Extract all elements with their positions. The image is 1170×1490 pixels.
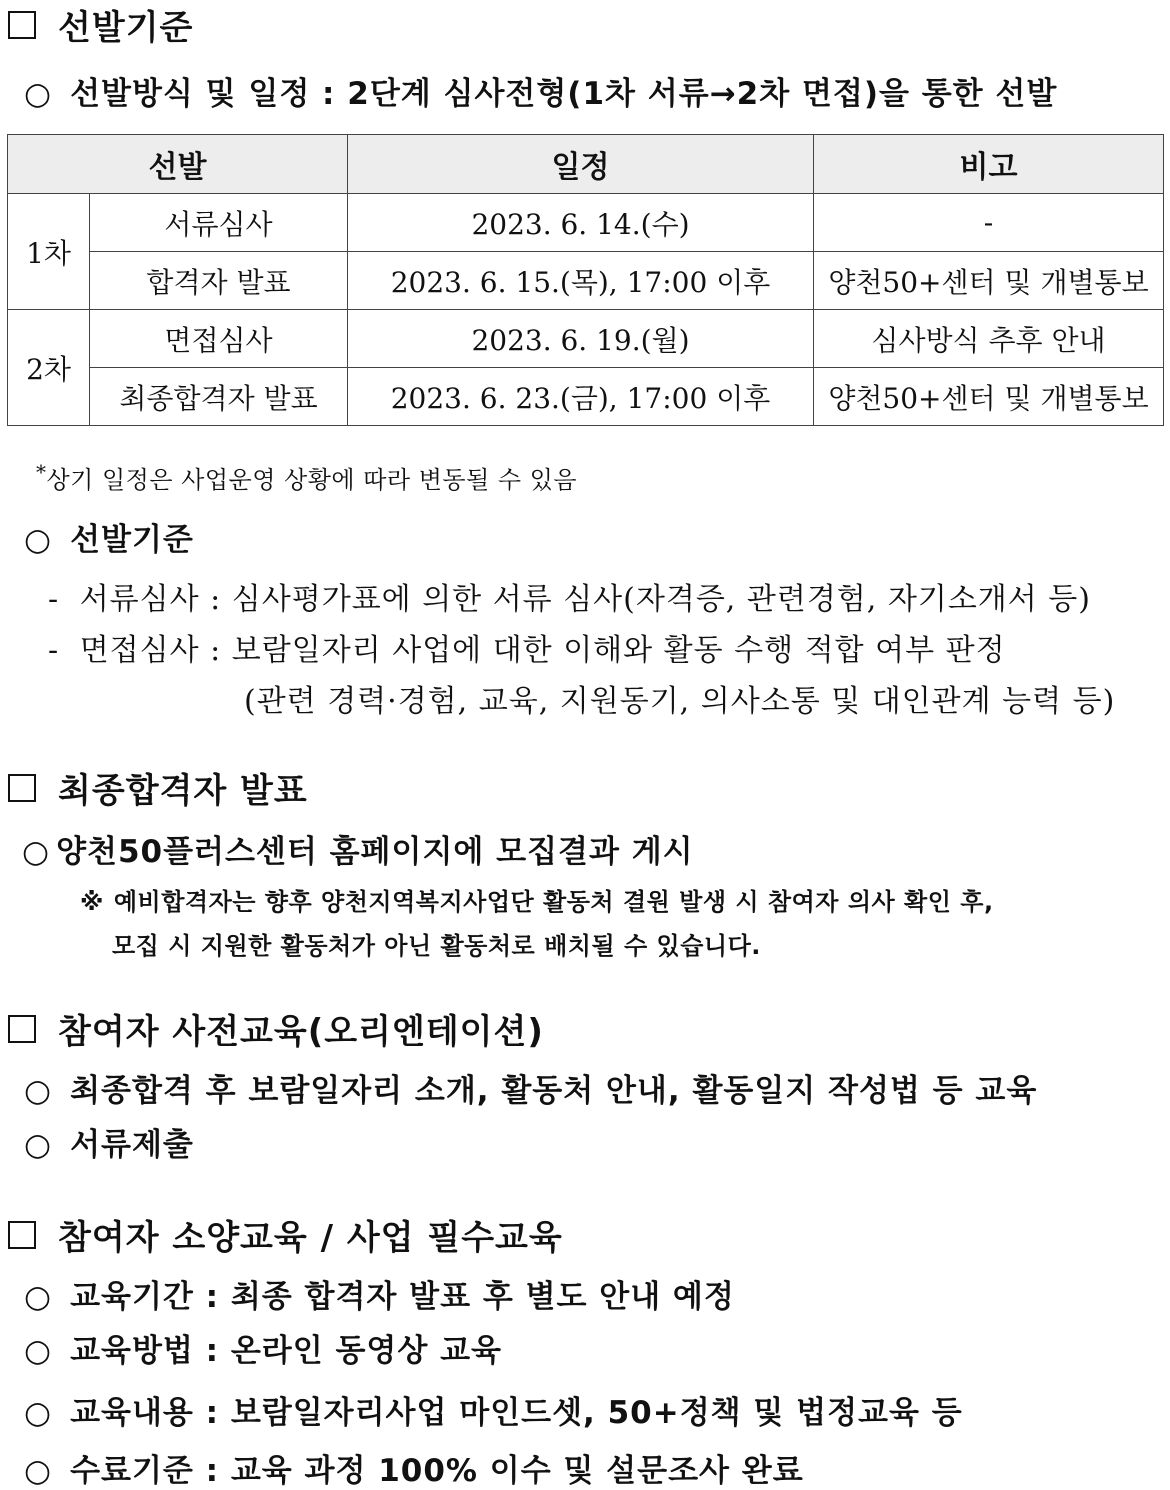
schedule-footnote xyxy=(36,460,577,495)
item-cell: 최종합격자 발표 xyxy=(90,368,348,426)
checkbox-square-icon xyxy=(8,11,36,39)
stage-cell: 2차 xyxy=(8,310,90,426)
education-item xyxy=(24,1325,502,1370)
header-selection: 선발 xyxy=(8,135,348,194)
circle-bullet-icon: ○ xyxy=(24,1127,53,1163)
selection-method-text: 선발방식 및 일정 : 2단계 심사전형(1차 서류→2차 면접)을 통한 선발 xyxy=(70,76,1058,112)
note-cell: 양천50+센터 및 개별통보 xyxy=(814,252,1164,310)
criteria-interview-text: 면접심사 : 보람일자리 사업에 대한 이해와 활동 수행 적합 여부 판정 xyxy=(79,633,1006,668)
stage-cell: 1차 xyxy=(8,194,90,310)
reserve-note-line2: 모집 시 지원한 활동처가 아닌 활동처로 배치될 수 있습니다. xyxy=(112,932,761,960)
date-cell: 2023. 6. 23.(금), 17:00 이후 xyxy=(348,368,814,426)
table-row xyxy=(8,194,1164,252)
education-item xyxy=(24,1271,735,1316)
table-row xyxy=(8,368,1164,426)
section-heading-selection-criteria xyxy=(8,0,193,49)
orientation-text: 서류제출 xyxy=(70,1127,194,1163)
criteria-doc-line xyxy=(48,574,1091,618)
section-heading-orientation xyxy=(8,1004,544,1053)
section-title: 선발기준 xyxy=(58,8,194,48)
footnote-text: 상기 일정은 사업운영 상황에 따라 변동될 수 있음 xyxy=(46,466,578,494)
section-heading-education xyxy=(8,1210,563,1259)
section-heading-final-announcement xyxy=(8,763,308,812)
criteria-subheading xyxy=(24,514,194,559)
dash-bullet: - xyxy=(48,633,60,668)
date-cell: 2023. 6. 14.(수) xyxy=(348,194,814,252)
item-cell: 서류심사 xyxy=(90,194,348,252)
item-cell: 면접심사 xyxy=(90,310,348,368)
criteria-interview-cont: (관련 경력·경험, 교육, 지원동기, 의사소통 및 대인관계 능력 등) xyxy=(244,684,1116,719)
reference-mark-icon: ※ xyxy=(80,888,104,916)
selection-schedule-table xyxy=(7,134,1164,426)
reserve-note-line1 xyxy=(80,882,994,917)
criteria-title: 선발기준 xyxy=(70,522,194,558)
education-text: 수료기준 : 교육 과정 100% 이수 및 설문조사 완료 xyxy=(70,1453,804,1489)
note-cell: 심사방식 추후 안내 xyxy=(814,310,1164,368)
circle-bullet-icon: ○ xyxy=(24,1395,53,1431)
checkbox-square-icon xyxy=(8,774,36,802)
checkbox-square-icon xyxy=(8,1015,36,1043)
header-schedule: 일정 xyxy=(348,135,814,194)
note-cell: 양천50+센터 및 개별통보 xyxy=(814,368,1164,426)
table-header-row xyxy=(8,135,1164,194)
circle-bullet-icon: ○ xyxy=(24,1279,53,1315)
orientation-text: 최종합격 후 보람일자리 소개, 활동처 안내, 활동일지 작성법 등 교육 xyxy=(70,1073,1038,1109)
circle-bullet-icon: ○ xyxy=(24,1333,53,1369)
circle-bullet-icon: ○ xyxy=(22,834,51,870)
date-cell: 2023. 6. 15.(목), 17:00 이후 xyxy=(348,252,814,310)
asterisk-mark: * xyxy=(36,460,47,484)
reserve-note-text1: 예비합격자는 향후 양천지역복지사업단 활동처 결원 발생 시 참여자 의사 확인 후, xyxy=(113,888,994,916)
education-item xyxy=(24,1387,963,1432)
date-cell: 2023. 6. 19.(월) xyxy=(348,310,814,368)
note-cell: - xyxy=(814,194,1164,252)
item-cell: 합격자 발표 xyxy=(90,252,348,310)
education-item xyxy=(24,1445,804,1490)
criteria-doc-text: 서류심사 : 심사평가표에 의한 서류 심사(자격증, 관련경험, 자기소개서 등) xyxy=(79,582,1091,617)
table-row xyxy=(8,310,1164,368)
orientation-item xyxy=(24,1119,194,1164)
circle-bullet-icon: ○ xyxy=(24,522,53,558)
header-remarks: 비고 xyxy=(814,135,1164,194)
checkbox-square-icon xyxy=(8,1221,36,1249)
section-title: 참여자 사전교육(오리엔테이션) xyxy=(58,1012,544,1052)
dash-bullet: - xyxy=(48,582,60,617)
announce-line xyxy=(22,826,694,871)
orientation-item xyxy=(24,1065,1037,1110)
circle-bullet-icon: ○ xyxy=(24,76,53,112)
circle-bullet-icon: ○ xyxy=(24,1073,53,1109)
section-title: 최종합격자 발표 xyxy=(58,771,308,811)
education-text: 교육내용 : 보람일자리사업 마인드셋, 50+정책 및 법정교육 등 xyxy=(70,1395,963,1431)
section-title: 참여자 소양교육 / 사업 필수교육 xyxy=(58,1218,563,1258)
selection-method-line xyxy=(24,68,1057,113)
education-text: 교육기간 : 최종 합격자 발표 후 별도 안내 예정 xyxy=(70,1279,735,1315)
circle-bullet-icon: ○ xyxy=(24,1453,53,1489)
education-text: 교육방법 : 온라인 동영상 교육 xyxy=(70,1333,502,1369)
announce-text: 양천50플러스센터 홈페이지에 모집결과 게시 xyxy=(56,834,694,870)
criteria-interview-line xyxy=(48,625,1006,669)
table-row xyxy=(8,252,1164,310)
